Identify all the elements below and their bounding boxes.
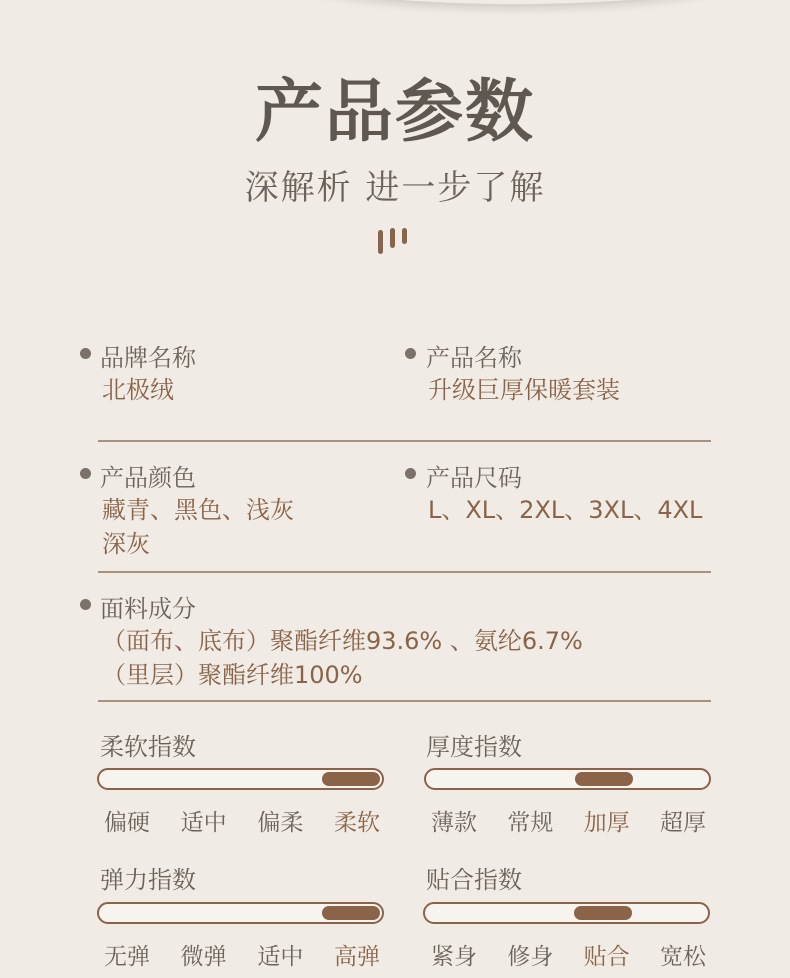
elasticity-index-ticks: [104, 938, 380, 971]
thickness-index-knob: [575, 772, 633, 786]
thickness-index-bar: [424, 768, 711, 790]
elasticity-tick: 微弹: [180, 944, 227, 970]
product-name-value: 升级巨厚保暖套装: [428, 376, 620, 404]
bullet-icon: [405, 348, 416, 359]
softness-tick: 偏柔: [257, 810, 304, 836]
size-label: 产品尺码: [426, 464, 522, 492]
size-value: L、XL、2XL、3XL、4XL: [428, 496, 703, 524]
thickness-index-title: 厚度指数: [426, 733, 522, 761]
bullet-icon: [80, 599, 91, 610]
elasticity-index-title: 弹力指数: [100, 866, 196, 894]
fit-index-knob: [574, 906, 632, 920]
fit-tick: 宽松: [659, 944, 706, 970]
thickness-tick: 薄款: [431, 810, 477, 836]
color-value-line1: 藏青、黑色、浅灰: [102, 496, 294, 524]
fabric-label: 面料成分: [100, 595, 196, 623]
elasticity-tick: 高弹: [333, 944, 380, 970]
bullet-icon: [80, 468, 91, 479]
thickness-tick: 超厚: [659, 810, 706, 836]
fit-index-title: 贴合指数: [426, 866, 522, 894]
softness-tick: 柔软: [333, 810, 380, 836]
brand-value: 北极绒: [102, 376, 174, 404]
elasticity-tick: 适中: [257, 944, 304, 970]
softness-tick: 偏硬: [104, 810, 150, 836]
elasticity-index-bar: [97, 902, 384, 924]
fit-index-ticks: [431, 938, 706, 971]
fit-tick: 贴合: [583, 944, 630, 970]
color-value-line2: 深灰: [102, 530, 150, 558]
softness-index-bar: [97, 768, 384, 790]
divider: [98, 571, 711, 573]
thickness-tick: 加厚: [583, 810, 630, 836]
elasticity-tick: 无弹: [104, 944, 150, 970]
softness-tick: 适中: [180, 810, 227, 836]
softness-index-title: 柔软指数: [100, 733, 196, 761]
thickness-tick: 常规: [507, 810, 554, 836]
color-label: 产品颜色: [100, 464, 196, 492]
top-decor-arc: [265, 0, 765, 7]
bullet-icon: [80, 348, 91, 359]
fit-index-bar: [423, 902, 710, 924]
fit-tick: 修身: [507, 944, 554, 970]
page-title: 产品参数: [254, 73, 535, 152]
divider: [98, 440, 711, 442]
fabric-value-line2: （里层）聚酯纤维100%: [102, 661, 363, 689]
page-subtitle: 深解析 进一步了解: [244, 168, 546, 208]
fabric-value-line1: （面布、底布）聚酯纤维93.6% 、氨纶6.7%: [102, 627, 583, 655]
bullet-icon: [405, 468, 416, 479]
elasticity-index-knob: [322, 906, 380, 920]
softness-index-ticks: [104, 804, 380, 837]
product-name-label: 产品名称: [426, 344, 522, 372]
softness-index-knob: [322, 772, 380, 786]
fit-tick: 紧身: [431, 944, 477, 970]
divider: [98, 700, 711, 702]
thickness-index-ticks: [431, 804, 706, 837]
brand-label: 品牌名称: [100, 344, 196, 372]
